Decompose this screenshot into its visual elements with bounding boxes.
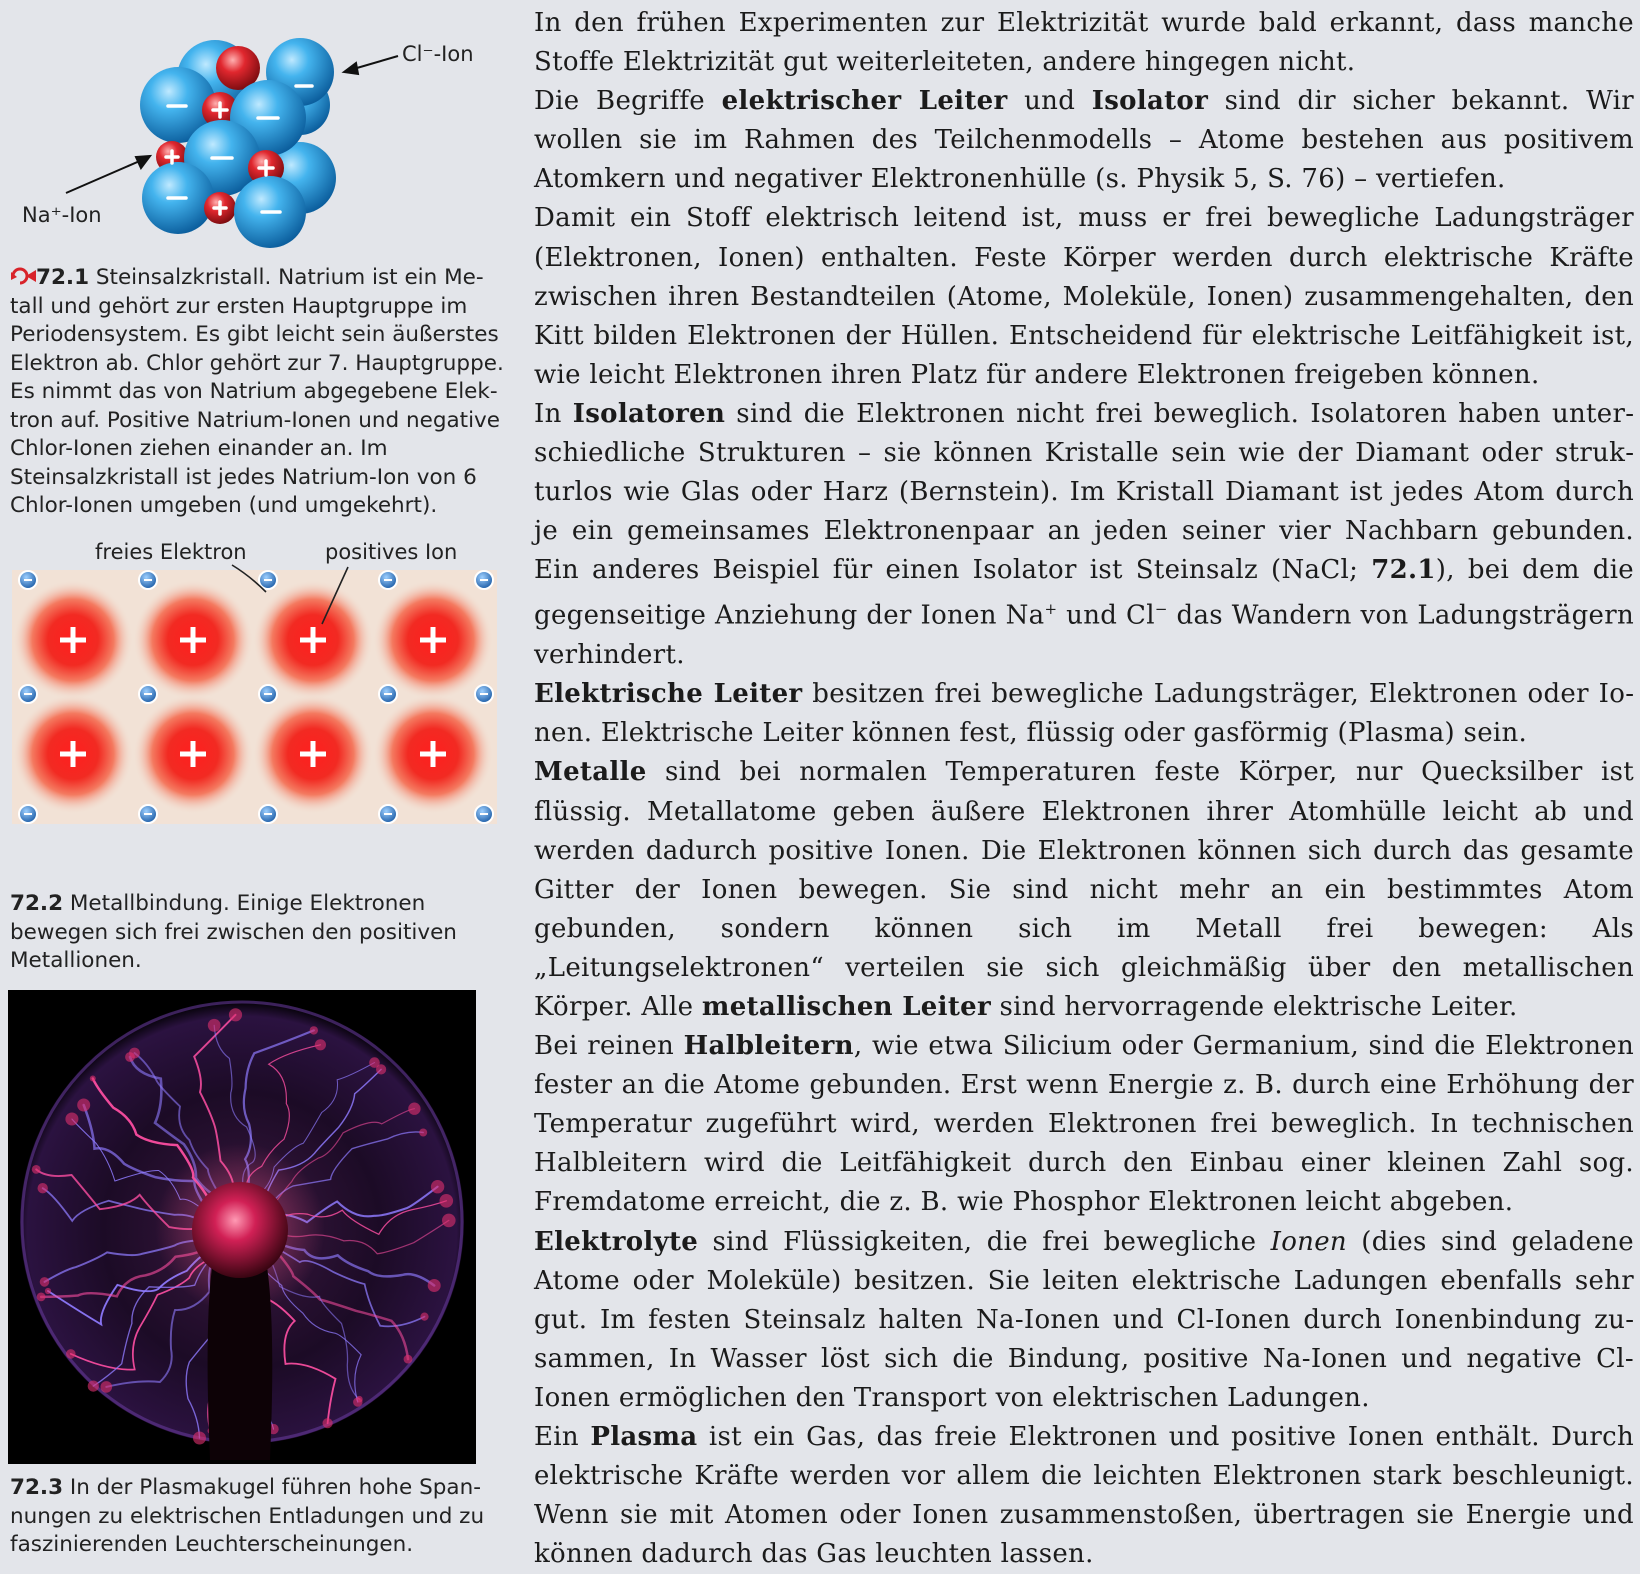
positive-ion-label: positives Ion [325, 540, 458, 564]
metal-bond-figure [0, 538, 500, 868]
plasma-ball-photo [8, 990, 476, 1464]
figure-number: 72.3 [10, 1475, 64, 1500]
paragraph-semiconductors: Bei reinen Halbleitern, wie etwa Silicium oder Germanium, sind die Elektronen fester an die Atome gebunden. Erst wenn Energie z. B. durch eine Erhöhung der Temperatur zugeführt wird, werden Elektronen frei beweglich. In technischen Halbleitern wird die Leitfähigkeit durch den Einbau einer kleinen Zahl sog. Fremdatome erreicht, die z. B. wie Phosphor Elektronen leicht abgeben. [534, 1031, 1634, 1218]
term-electric-conductors: Elektrische Leiter [534, 679, 803, 710]
filament-tip [420, 1313, 428, 1321]
filament-tip [310, 1026, 318, 1034]
filament-tip [431, 1180, 444, 1193]
term-plasma: Plasma [590, 1422, 698, 1453]
electrode-core [192, 1182, 288, 1278]
paragraph-electrolytes: Elektrolyte sind Flüssigkeiten, die frei bewegliche Ionen (dies sind geladene Atome oder Moleküle) besitzen. Sie leiten elektrische Ladungen ebenfalls sehr gut. Im festen Steinsalz halten Na-Ionen und Cl-Ionen durch Ionenbindung zusammen, In Wasser löst sich die Bindung, positive Na-Ionen und negative Cl-Ionen ermöglichen den Transport von elektrischen Ladungen. [534, 1226, 1634, 1413]
caption-text: Metallbindung. Einige Elektronen bewegen sich frei zwischen den positiven Metallionen. [10, 891, 457, 973]
paragraph-plasma: Ein Plasma ist ein Gas, das freie Elektronen und positive Ionen enthält. Durch elektrische Kräfte werden vor allem die leichten Elektronen stark beschleunigt. Wenn sie mit Atomen oder Ionen zusammenstoßen, übertragen sie Energie und können dadurch das Gas leuchten lassen. [534, 1422, 1635, 1570]
filament-tip [408, 1103, 420, 1115]
filament-tip [229, 1008, 242, 1021]
term-conductor: elektrischer Leiter [721, 86, 1008, 117]
filament-tip [38, 1183, 48, 1193]
link-arrow-icon[interactable] [10, 266, 36, 284]
salt-crystal-figure [0, 0, 500, 250]
paragraph-conductors: Elektrische Leiter besitzen frei bewegliche Ladungsträger, Elektronen oder Ionen. Elektrische Leiter können fest, flüssig oder gasförmig (Plasma) sein. [534, 679, 1634, 749]
filament-tip [404, 1355, 413, 1364]
caption-72-2 [10, 890, 506, 976]
filament-tip [208, 1019, 221, 1032]
paragraph-terms: Die Begriffe elektrischer Leiter und Isolator sind dir sicher bekannt. Wir wollen sie im Rahmen des Teilchenmodells – Atome bestehen aus positivem Atomkern und negativer Elektronenhülle (s. Physik 5, S. 76) – vertiefen. [534, 86, 1635, 195]
filament-tip [40, 1277, 50, 1287]
filament-tip [323, 1418, 333, 1428]
figure-number: 72.1 [36, 265, 90, 290]
paragraph-insulators: In Isolatoren sind die Elektronen nicht frei beweglich. Isolatoren haben unterschiedliche Strukturen – sie können Kristalle sein wie der Diamant oder strukturlos wie Glas oder Harz (Bernstein). Im Kristall Diamant ist jedes Atom durch je ein gemeinsames Elektronenpaar an jeden seiner vier Nachbarn gebunden. Ein anderes Beispiel für einen Isolator ist Steinsalz (NaCl; 72.1), bei dem die gegenseitige Anziehung der Ionen Na+ und Cl− das Wandern von Ladungsträgern verhindert. [534, 398, 1634, 671]
term-metals: Metalle [534, 757, 647, 788]
filament-tip [37, 1293, 46, 1302]
na-ion-label: Na⁺-Ion [22, 203, 102, 227]
filament-tip [129, 1048, 140, 1059]
free-electron-label: freies Elektron [95, 540, 247, 564]
filament-tip [77, 1099, 90, 1112]
filament-tip [65, 1113, 78, 1126]
term-insulator: Isolator [1091, 86, 1209, 117]
caption-text: Steinsalzkristall. Natrium ist ein Metall und gehört zur ersten Hauptgruppe im Periodensystem. Es gibt leicht sein äußerstes Elektron ab. Chlor gehört zur 7. Hauptgruppe. Es nimmt das von Natrium abgegebene Elektron auf. Positive Natrium-Ionen und negative Chlor-Ionen ziehen einander an. Im Steinsalzkristall ist jedes Natrium-Ion von 6 Chlor-Ionen umgeben (und umgekehrt). [10, 265, 504, 518]
term-ions: Ionen [1270, 1226, 1347, 1257]
filament-tip [315, 1039, 326, 1050]
figure-number: 72.2 [10, 891, 64, 916]
filament-tip [419, 1129, 427, 1137]
paragraph-metals: Metalle sind bei normalen Temperaturen feste Körper, nur Quecksilber ist flüssig. Metallatome geben äußere Elektronen ihrer Atomhülle leicht ab und werden dadurch positive Ionen. Die Elektronen können sich durch das gesamte Gitter der Ionen bewegen. Sie sind nicht mehr an ein bestimmtes Atom gebunden, sondern können sich im Metall frei bewegen: Als „Leitungselektronen“ verteilen sie sich gleichmäßig über den metallischen Körper. Alle metallischen Leiter sind hervorragende elektrische Leiter. [534, 757, 1634, 1022]
caption-72-3 [10, 1474, 506, 1560]
term-metallic-conductors: metallischen Leiter [701, 992, 991, 1022]
paragraph-intro: In den frühen Experimenten zur Elektrizität wurde bald erkannt, dass manche Stoffe Elektrizität gut weiterleiteten, andere hingegen nicht. [534, 8, 1634, 78]
cl-ion-label: Cl⁻-Ion [402, 42, 474, 66]
filament-tip [88, 1381, 99, 1392]
filament-tip [90, 1076, 96, 1082]
term-electrolytes: Elektrolyte [534, 1226, 699, 1257]
ball-stem [208, 1260, 273, 1460]
main-text-column [534, 4, 1634, 1574]
term-insulators: Isolatoren [572, 398, 726, 429]
filament-tip [353, 1397, 362, 1406]
filament-tip [32, 1165, 41, 1174]
filament-tip [442, 1214, 456, 1228]
filament-tip [101, 1381, 113, 1393]
filament-tip [66, 1349, 76, 1359]
paragraph-conduction: Damit ein Stoff elektrisch leitend ist, muss er frei bewegliche Ladungsträger (Elektronen, Ionen) enthalten. Feste Körper werden durch elektrische Kräfte zwischen ihren Bestandteilen (Atome, Moleküle, Ionen) zusammengehalten, den Kitt bilden Elektronen der Hüllen. Entscheidend für elektrische Leitfähigkeit ist, wie leicht Elektronen ihren Platz für andere Elektronen freigeben können. [534, 203, 1634, 390]
caption-72-1 [10, 264, 506, 521]
figure-column [0, 0, 504, 1568]
filament-tip [376, 1064, 386, 1074]
figure-reference[interactable]: 72.1 [1371, 555, 1436, 586]
filament-tip [440, 1194, 454, 1208]
term-semiconductors: Halbleitern [683, 1031, 854, 1062]
filament-tip [428, 1279, 441, 1292]
filament-tip [193, 1432, 206, 1445]
caption-text: In der Plasmakugel führen hohe Spannungen zu elektrischen Entladungen und zu faszinierenden Leuchterscheinungen. [10, 1475, 485, 1557]
filament-tip [45, 1288, 51, 1294]
